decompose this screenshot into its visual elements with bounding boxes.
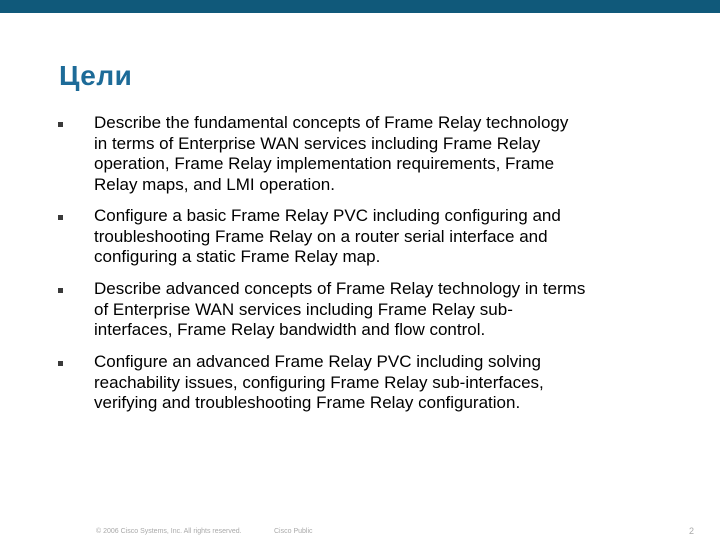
square-bullet-icon bbox=[58, 215, 63, 220]
page-number: 2 bbox=[689, 526, 695, 536]
slide-title: Цели bbox=[59, 60, 133, 91]
square-bullet-icon bbox=[58, 361, 63, 366]
footer-copyright: © 2006 Cisco Systems, Inc. All rights reserved. bbox=[96, 528, 242, 535]
bullet-text: Describe the fundamental concepts of Frame Relay technology in terms of Enterprise WAN services including Frame Relay operation, Frame Relay implementation requirements, Frame Relay maps, and LMI operation. bbox=[94, 113, 569, 194]
bullet-text: Configure an advanced Frame Relay PVC including solving reachability issues, configuring Frame Relay sub-interfaces, verifying and troubleshooting Frame Relay configuration. bbox=[94, 352, 544, 412]
footer-classification: Cisco Public bbox=[274, 528, 313, 535]
square-bullet-icon bbox=[58, 288, 63, 293]
square-bullet-icon bbox=[58, 122, 63, 127]
bullet-text: Describe advanced concepts of Frame Relay technology in terms of Enterprise WAN services including Frame Relay sub- interfaces, Frame Relay bandwidth and flow control. bbox=[94, 279, 586, 339]
top-banner bbox=[0, 0, 720, 13]
bullet-text: Configure a basic Frame Relay PVC including configuring and troubleshooting Frame Relay on a router serial interface and configuring a static Frame Relay map. bbox=[94, 206, 561, 266]
